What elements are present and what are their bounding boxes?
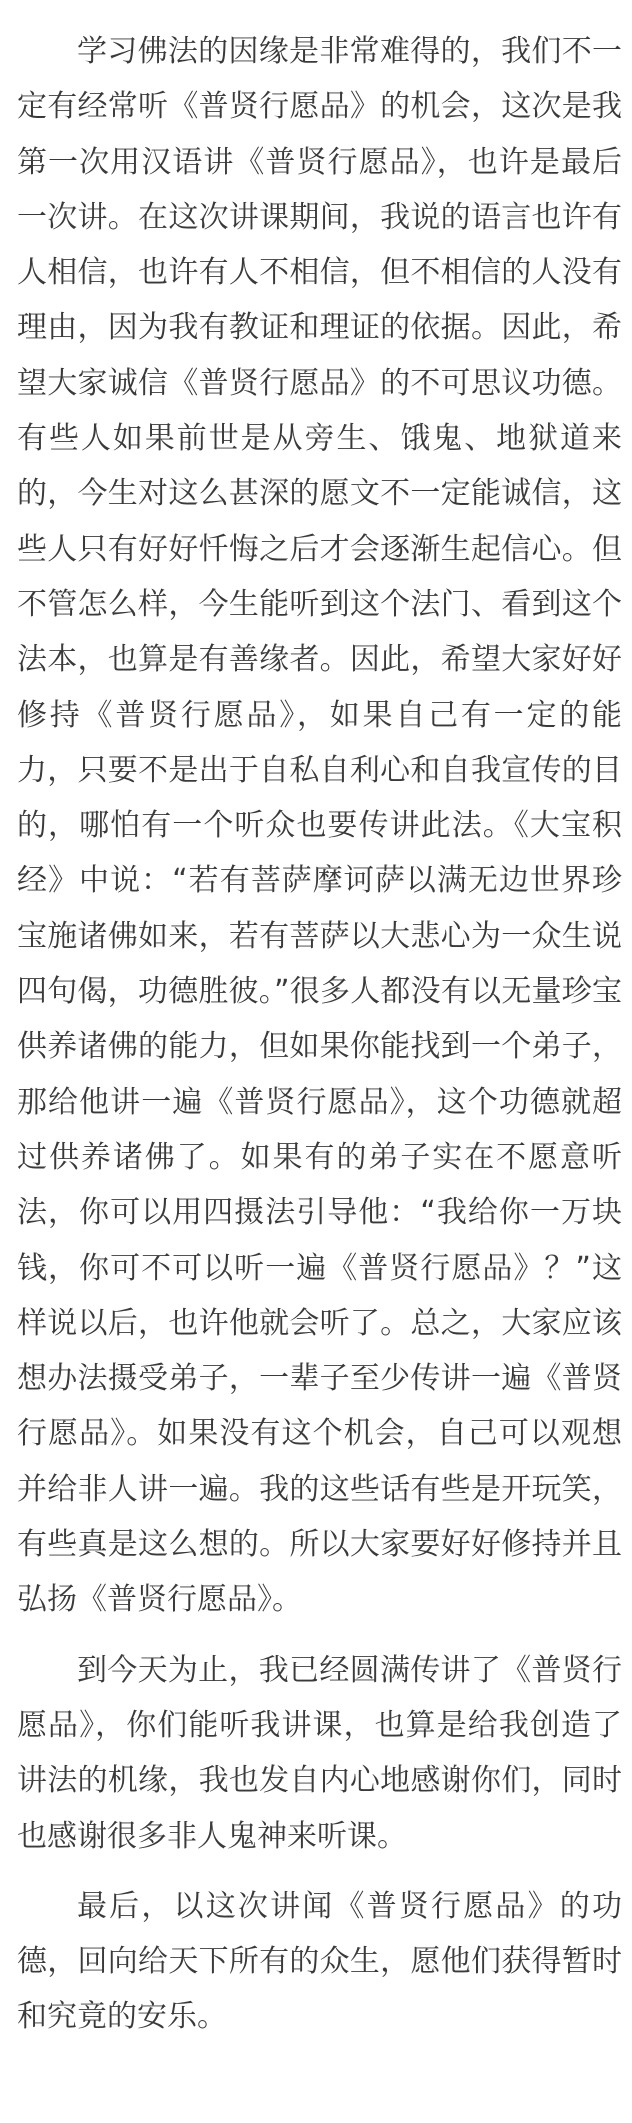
paragraph-teaching-merit: 学习佛法的因缘是非常难得的，我们不一定有经常听《普贤行愿品》的机会，这次是我第一次用汉语讲《普贤行愿品》，也许是最后一次讲。在这次讲课期间，我说的语言也许有人相信，也许有人不相信，但不相信的人没有理由，因为我有教证和理证的依据。因此，希望大家诚信《普贤行愿品》的不可思议功德。有些人如果前世是从旁生、饿鬼、地狱道来的，今生对这么甚深的愿文不一定能诚信，这些人只有好好忏悔之后才会逐渐生起信心。但不管怎么样，今生能听到这个法门、看到这个法本，也算是有善缘者。因此，希望大家好好修持《普贤行愿品》，如果自己有一定的能力，只要不是出于自私自利心和自我宣传的目的，哪怕有一个听众也要传讲此法。《大宝积经》中说：“若有菩萨摩诃萨以满无边世界珍宝施诸佛如来，若有菩萨以大悲心为一众生说四句偈，功德胜彼。”很多人都没有以无量珍宝供养诸佛的能力，但如果你能找到一个弟子，那给他讲一遍《普贤行愿品》，这个功德就超过供养诸佛了。如果有的弟子实在不愿意听法，你可以用四摄法引导他：“我给你一万块钱，你可不可以听一遍《普贤行愿品》？”这样说以后，也许他就会听了。总之，大家应该想办法摄受弟子，一辈子至少传讲一遍《普贤行愿品》。如果没有这个机会，自己可以观想并给非人讲一遍。我的这些话有些是开玩笑，有些真是这么想的。所以大家要好好修持并且弘扬《普贤行愿品》。 [17, 34, 622, 1618]
paragraph-gratitude: 到今天为止，我已经圆满传讲了《普贤行愿品》，你们能听我讲课，也算是给我创造了讲法的机缘，我也发自内心地感谢你们，同时也感谢很多非人鬼神来听课。 [17, 1652, 622, 1854]
paragraph-dedication: 最后，以这次讲闻《普贤行愿品》的功德，回向给天下所有的众生，愿他们获得暂时和究竟的安乐。 [17, 1888, 622, 2035]
